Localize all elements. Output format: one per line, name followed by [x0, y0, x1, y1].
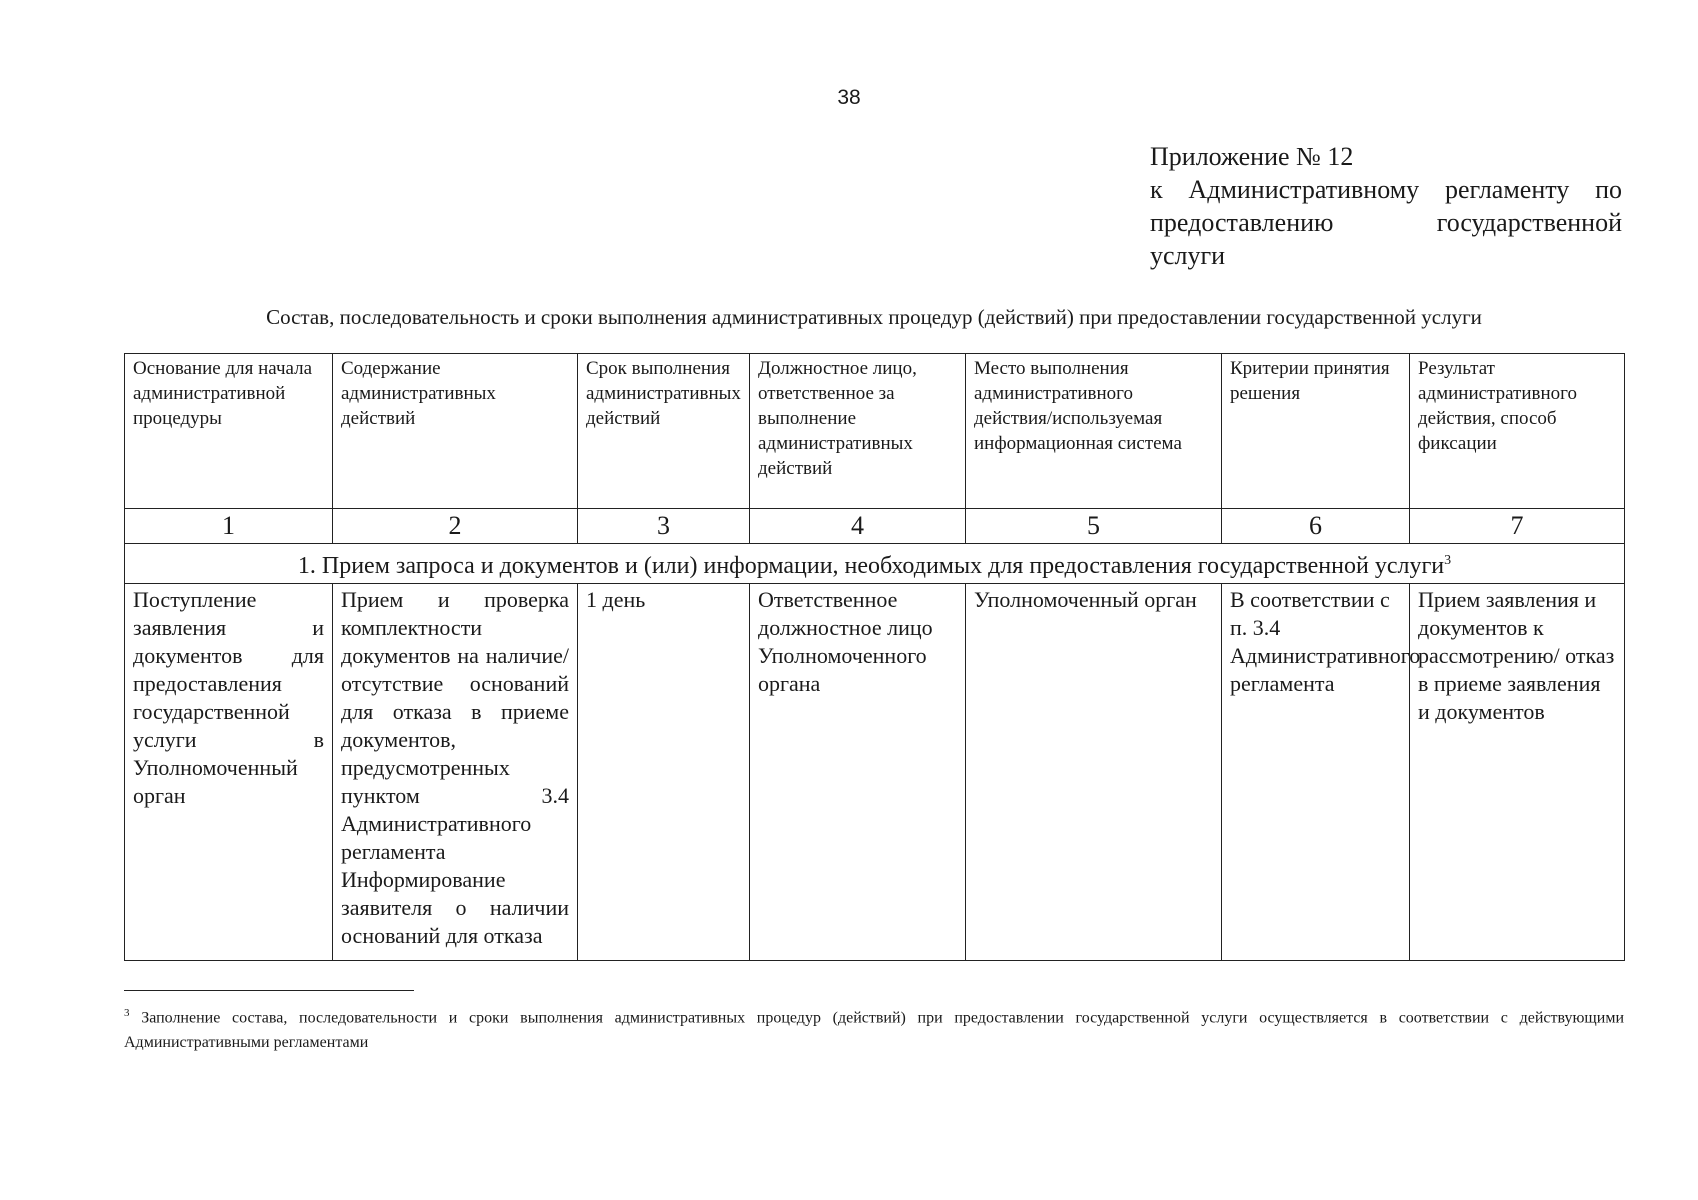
header-cell: Должностное лицо, ответственное за выполнение административных действий [750, 354, 966, 509]
page-number: 38 [837, 86, 861, 109]
section-row [125, 544, 1625, 584]
footnote [124, 1001, 1624, 1055]
column-number: 2 [333, 509, 578, 544]
appendix-line-4: услуги [1150, 241, 1226, 270]
table-cell: Ответственное должностное лицо Уполномоченного органа [750, 584, 966, 961]
column-number: 1 [125, 509, 333, 544]
column-number: 3 [578, 509, 750, 544]
column-number: 7 [1410, 509, 1625, 544]
column-number: 6 [1222, 509, 1410, 544]
table-cell: Прием заявления и документов к рассмотрению/ отказ в приеме заявления и документов [1410, 584, 1625, 961]
column-number: 5 [966, 509, 1222, 544]
table-title: Состав, последовательность и сроки выполнения административных процедур (действий) при предоставлении государственной услуги [266, 305, 1482, 329]
appendix-line-2: к Административному регламенту по [1150, 175, 1622, 204]
header-cell: Результат административного действия, способ фиксации [1410, 354, 1625, 509]
appendix-number: Приложение № 12 [1150, 142, 1354, 171]
table-cell: Уполномоченный орган [966, 584, 1222, 961]
header-cell: Основание для начала административной процедуры [125, 354, 333, 509]
header-row [125, 354, 1625, 509]
footnote-text: Заполнение состава, последовательности и сроки выполнения административных процедур (действий) при предоставлении государственной услуги осуществляется в соответствии с действующими Административными регламентами [124, 1009, 1625, 1052]
footnote-divider [124, 990, 414, 991]
procedures-table [124, 353, 1625, 961]
table-cell: Прием и проверка комплектности документов на наличие/отсутствие оснований для отказа в приеме документов, предусмотренных пунктом 3.4 Административного регламента Информирование заявителя о наличии оснований для отказа [333, 584, 578, 961]
table-cell: Поступление заявления и документов для предоставления государственной услуги в Уполномоченный орган [125, 584, 333, 961]
header-cell: Срок выполнения административных действий [578, 354, 750, 509]
table-cell: В соответствии с п. 3.4 Административного регламента [1222, 584, 1410, 961]
section-footnote-mark: 3 [1444, 553, 1452, 568]
table-cell: 1 день [578, 584, 750, 961]
header-cell: Критерии принятия решения [1222, 354, 1410, 509]
appendix-line-3: предоставлению государственной [1150, 208, 1622, 237]
footnote-mark: 3 [124, 1007, 130, 1019]
header-cell: Содержание административных действий [333, 354, 578, 509]
table-row [125, 584, 1625, 961]
section-cell [125, 544, 1625, 584]
column-number-row [125, 509, 1625, 544]
column-number: 4 [750, 509, 966, 544]
header-cell: Место выполнения административного действия/используемая информационная система [966, 354, 1222, 509]
appendix-heading [1150, 140, 1622, 272]
section-title: 1. Прием запроса и документов и (или) информации, необходимых для предоставления государственной услуги [297, 553, 1445, 579]
